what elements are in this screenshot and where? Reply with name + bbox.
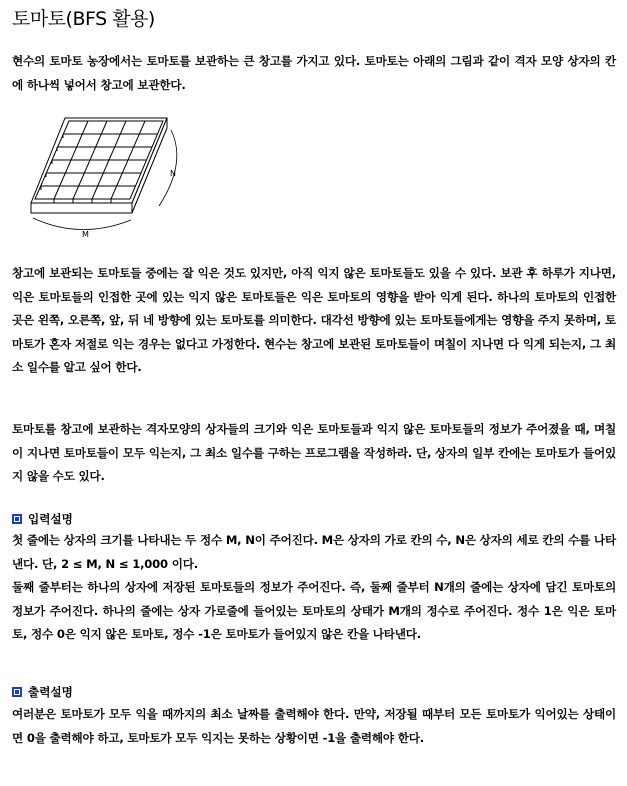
input-line-2: 둘째 줄부터는 하나의 상자에 저장된 토마토들의 정보가 주어진다. 즉, 둘째 줄부터 N개의 줄에는 상자에 담긴 토마토의 정보가 주어진다. 하나의 줄에는 상자 가로줄에 들어있는 토마토의 상태가 M개의 정수로 주어진다. 정수 1은 익은 토마토, 정수 0은 익지 않은 토마토, 정수 -1은 토마토가 들어있지 않은 칸을 나타낸다. — [12, 580, 616, 641]
output-description: 여러분은 토마토가 모두 익을 때까지의 최소 날짜를 출력해야 한다. 만약, 저장될 때부터 모든 토마토가 익어있는 상태이면 0을 출력해야 하고, 토마토가 모두 익지는 못하는 상황이면 -1을 출력해야 한다. — [12, 707, 616, 745]
input-heading-label: 입력설명 — [28, 512, 73, 526]
page-title: 토마토(BFS 활용) — [12, 8, 155, 30]
description-paragraph-1: 창고에 보관되는 토마토들 중에는 잘 익은 것도 있지만, 아직 익지 않은 토마토들도 있을 수 있다. 보관 후 하루가 지나면, 익은 토마토들의 인접한 곳에 있는 익지 않은 토마토들은 익은 토마토의 영향을 받아 익게 된다. 하나의 토마토의 인접한 곳은 왼쪽, 오른쪽, 앞, 뒤 네 방향에 있는 토마토를 의미한다. 대각선 방향에 있는 토마토들에게는 영향을 주지 못하며, 토마토가 혼자 저절로 익는 경우는 없다고 가정한다. 현수는 창고에 보관된 토마토들이 며칠이 지나면 다 익게 되는지, 그 최소 일수를 알고 싶어 한다. — [12, 266, 616, 374]
output-heading-label: 출력설명 — [28, 685, 73, 699]
input-section-heading — [12, 508, 73, 530]
input-line-1: 첫 줄에는 상자의 크기를 나타내는 두 정수 M, N이 주어진다. M은 상자의 가로 칸의 수, N은 상자의 세로 칸의 수를 나타낸다. 단, 2 ≤ M, N ≤ 1,000 이다. — [12, 533, 617, 571]
intro-paragraph: 현수의 토마토 농장에서는 토마토를 보관하는 큰 창고를 가지고 있다. 토마토는 아래의 그림과 같이 격자 모양 상자의 칸에 하나씩 넣어서 창고에 보관한다. — [12, 54, 616, 92]
square-bullet-icon — [12, 687, 22, 697]
figure-label-n: N — [170, 169, 176, 178]
output-section-heading — [12, 681, 73, 703]
description-paragraph-2: 토마토를 창고에 보관하는 격자모양의 상자들의 크기와 익은 토마토들과 익지 않은 토마토들의 정보가 주어졌을 때, 며칠이 지나면 토마토들이 모두 익는지, 그 최소 일수를 구하는 프로그램을 작성하라. 단, 상자의 일부 칸에는 토마토가 들어있지 않을 수도 있다. — [12, 422, 616, 483]
tomato-box-figure — [25, 108, 195, 247]
figure-label-m: M — [82, 230, 89, 239]
square-bullet-icon — [12, 514, 22, 524]
